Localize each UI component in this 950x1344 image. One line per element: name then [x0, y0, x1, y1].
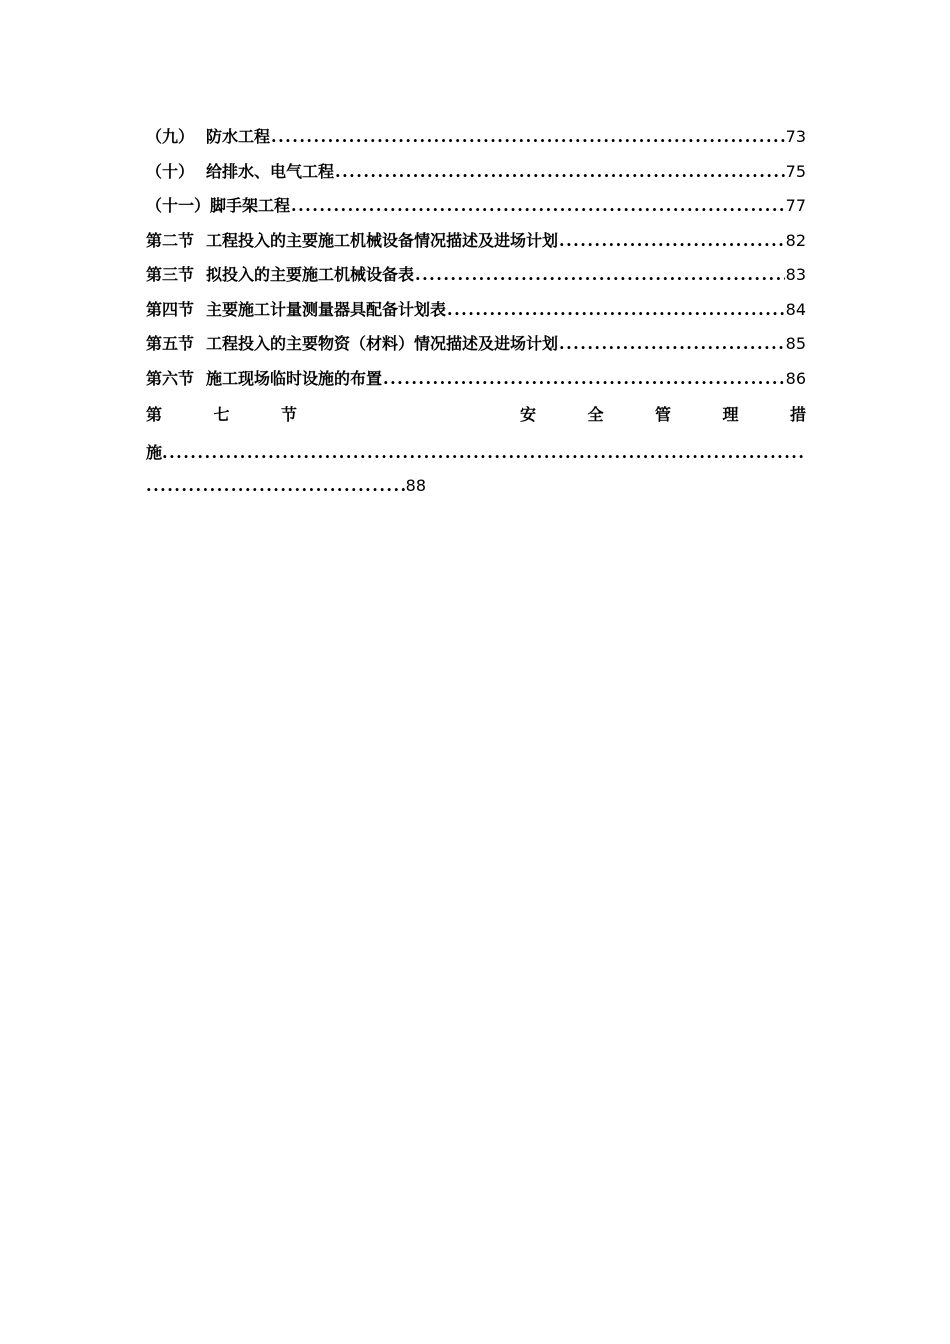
toc-char: 七: [213, 405, 230, 424]
toc-leader-dots: [271, 127, 785, 146]
toc-entry-label: 第三节 拟投入的主要施工机械设备表: [146, 265, 415, 284]
toc-char: 施: [146, 443, 163, 462]
toc-entry-label: 第四节 主要施工计量测量器具配备计划表: [146, 299, 447, 319]
toc-entry[interactable]: [146, 159, 806, 194]
toc-entry-justified[interactable]: [146, 402, 806, 440]
toc-page-number: 84: [785, 299, 806, 319]
toc-entry-label: （十一）脚手架工程: [146, 196, 291, 215]
toc-char: 第: [146, 405, 163, 424]
toc-page-number: 82: [785, 230, 806, 250]
toc-leader-dots: [162, 443, 806, 462]
toc-entry[interactable]: [146, 366, 806, 401]
toc-leader-dots: [559, 231, 785, 250]
toc-entry-label: 第五节 工程投入的主要物资（材料）情况描述及进场计划: [146, 334, 559, 353]
toc-char: 全: [587, 405, 604, 424]
toc-entry[interactable]: [146, 262, 806, 297]
toc-leader-dots: [335, 162, 785, 181]
toc-page-number: 86: [785, 368, 806, 388]
toc-page-number: 88: [405, 476, 426, 495]
toc-leader-dots: [146, 476, 406, 495]
toc-entry-label: （十） 给排水、电气工程: [146, 161, 335, 181]
toc-entry-label: （九） 防水工程: [146, 127, 271, 146]
toc-leader-dots: [383, 369, 785, 388]
toc-page-number: 83: [785, 265, 806, 284]
toc-leader-dots: [291, 196, 785, 215]
toc-char: 理: [722, 405, 739, 424]
toc-entry[interactable]: [146, 228, 806, 263]
toc-entry-continuation[interactable]: [146, 440, 806, 476]
toc-entry[interactable]: [146, 297, 806, 332]
toc-char: 安: [519, 405, 536, 424]
toc-char: 管: [654, 405, 671, 424]
toc-entry[interactable]: [146, 331, 806, 366]
toc-entry[interactable]: [146, 124, 806, 159]
toc-leader-dots: [559, 334, 785, 353]
toc-char: 节: [281, 405, 298, 424]
toc-entry-label: 第二节 工程投入的主要施工机械设备情况描述及进场计划: [146, 230, 559, 250]
toc-char: 措: [789, 405, 806, 424]
toc-page-number: 77: [785, 196, 806, 215]
toc-leader-dots: [447, 300, 785, 319]
toc-page-number: 85: [785, 334, 806, 353]
toc-entry-continuation[interactable]: [146, 476, 426, 512]
toc-leader-dots: [415, 265, 785, 284]
table-of-contents: [146, 124, 806, 512]
toc-page-number: 73: [785, 127, 806, 146]
toc-entry[interactable]: [146, 193, 806, 228]
toc-entry-label: 第六节 施工现场临时设施的布置: [146, 368, 383, 388]
toc-page-number: 75: [785, 161, 806, 181]
